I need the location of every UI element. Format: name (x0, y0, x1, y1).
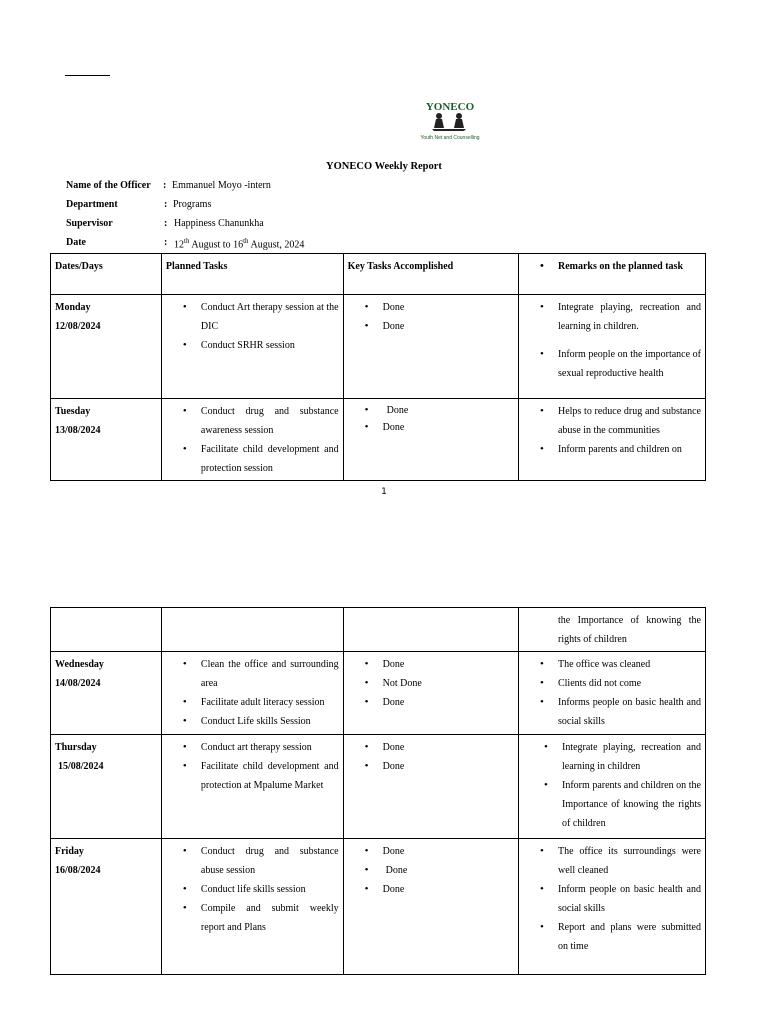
planned-item: • Compile and submit weekly report and Plans (201, 899, 339, 937)
day-cell (51, 295, 162, 399)
day-date: 13/08/2024 (55, 425, 101, 436)
weekly-report-table-page1 (50, 253, 706, 481)
logo-subtitle: Youth Net and Counselling (420, 135, 480, 141)
day-name: Thursday (55, 742, 97, 753)
remark-item: • Inform parents and children on (558, 440, 701, 459)
planned-item: • Conduct drug and substance abuse session (201, 842, 339, 880)
remarks-cell (518, 839, 705, 975)
day-name: Monday (55, 302, 91, 313)
planned-cell (161, 735, 343, 839)
day-date: 15/08/2024 (58, 761, 104, 772)
day-date: 12/08/2024 (55, 321, 101, 332)
remarks-cell (518, 735, 705, 839)
accomplished-item: • Done (383, 419, 514, 436)
table-row (51, 295, 706, 399)
planned-item: • Facilitate child development and protection session (201, 440, 339, 478)
remark-item: • Integrate playing, recreation and learning in children (562, 738, 701, 776)
accomplished-item: • Done (383, 861, 514, 880)
table-row-continued (51, 608, 706, 652)
meta-colon: : (164, 218, 168, 229)
accomplished-cell (343, 652, 518, 735)
remark-item: • Integrate playing, recreation and learning in children. (558, 298, 701, 336)
remarks-cell (518, 399, 705, 481)
planned-item: • Conduct life skills session (201, 880, 339, 899)
table-row (51, 735, 706, 839)
accomplished-item: • Done (383, 738, 514, 757)
meta-label: Department (66, 199, 118, 210)
header-planned: Planned Tasks (161, 254, 343, 295)
table-row (51, 652, 706, 735)
remarks-cell (518, 295, 705, 399)
remark-item: • Inform parents and children on the Importance of knowing the rights of children (562, 776, 701, 833)
logo-text: YONECO (425, 101, 475, 113)
planned-cell (161, 399, 343, 481)
accomplished-cell (343, 608, 518, 652)
planned-item: • Conduct Art therapy session at the DIC (201, 298, 339, 336)
planned-item: • Conduct SRHR session (201, 336, 339, 355)
accomplished-item: • Done (383, 880, 514, 899)
remark-item: • Report and plans were submitted on time (558, 918, 701, 956)
day-cell (51, 652, 162, 735)
weekly-report-table-page2 (50, 607, 706, 975)
meta-value: Emmanuel Moyo -intern (172, 180, 271, 191)
day-cell (51, 839, 162, 975)
table-header-row (51, 254, 706, 295)
yoneco-logo (410, 92, 490, 142)
date-value: 12th August to 16th August, 2024 (174, 237, 305, 251)
accomplished-item: • Done (383, 842, 514, 861)
header-remarks-label: • Remarks on the planned task (558, 257, 701, 276)
planned-item: • Conduct drug and substance awareness session (201, 402, 339, 440)
header-remarks (518, 254, 705, 295)
meta-label: Date (66, 237, 86, 248)
remark-item: • Clients did not come (558, 674, 701, 693)
remark-item: • The office its surroundings were well cleaned (558, 842, 701, 880)
meta-value: Happiness Chanunkha (174, 218, 264, 229)
table-row (51, 399, 706, 481)
meta-label: Supervisor (66, 218, 113, 229)
header-accomplished: Key Tasks Accomplished (343, 254, 518, 295)
planned-item: • Conduct art therapy session (201, 738, 339, 757)
header-dates: Dates/Days (51, 254, 162, 295)
remark-item: • Inform people on basic health and social skills (558, 880, 701, 918)
day-cell (51, 608, 162, 652)
accomplished-item: • Done (383, 402, 514, 419)
accomplished-item: • Done (383, 655, 514, 674)
planned-cell (161, 652, 343, 735)
meta-colon: : (163, 180, 167, 191)
planned-item: • Clean the office and surrounding area (201, 655, 339, 693)
day-name: Tuesday (55, 406, 91, 417)
accomplished-cell (343, 839, 518, 975)
accomplished-item: • Done (383, 298, 514, 317)
accomplished-item: • Done (383, 757, 514, 776)
planned-cell (161, 839, 343, 975)
planned-cell (161, 608, 343, 652)
remark-item: • Inform people on the importance of sexual reproductive health (558, 345, 701, 383)
day-name: Wednesday (55, 659, 104, 670)
day-date: 14/08/2024 (55, 678, 101, 689)
remark-item: • Informs people on basic health and social skills (558, 693, 701, 731)
day-cell (51, 735, 162, 839)
planned-item: • Facilitate adult literacy session (201, 693, 339, 712)
day-name: Friday (55, 846, 84, 857)
day-date: 16/08/2024 (55, 865, 101, 876)
accomplished-cell (343, 399, 518, 481)
remark-item: • Helps to reduce drug and substance abuse in the communities (558, 402, 701, 440)
planned-item: • Conduct Life skills Session (201, 712, 339, 731)
planned-item: • Facilitate child development and protection at Mpalume Market (201, 757, 339, 795)
planned-cell (161, 295, 343, 399)
meta-value: Programs (173, 199, 212, 210)
accomplished-cell (343, 295, 518, 399)
accomplished-item: • Not Done (383, 674, 514, 693)
meta-label: Name of the Officer (66, 180, 151, 191)
remark-item: • The office was cleaned (558, 655, 701, 674)
remarks-cell (518, 652, 705, 735)
accomplished-item: • Done (383, 317, 514, 336)
remarks-cell (518, 608, 705, 652)
remark-continuation: the Importance of knowing the rights of children (557, 615, 701, 645)
table-row (51, 839, 706, 975)
meta-colon: : (164, 199, 168, 210)
accomplished-item: • Done (383, 693, 514, 712)
accomplished-cell (343, 735, 518, 839)
meta-colon: : (164, 237, 168, 248)
day-cell (51, 399, 162, 481)
top-rule (65, 75, 110, 76)
report-title: YONECO Weekly Report (326, 161, 442, 172)
page-number: 1 (381, 487, 387, 497)
